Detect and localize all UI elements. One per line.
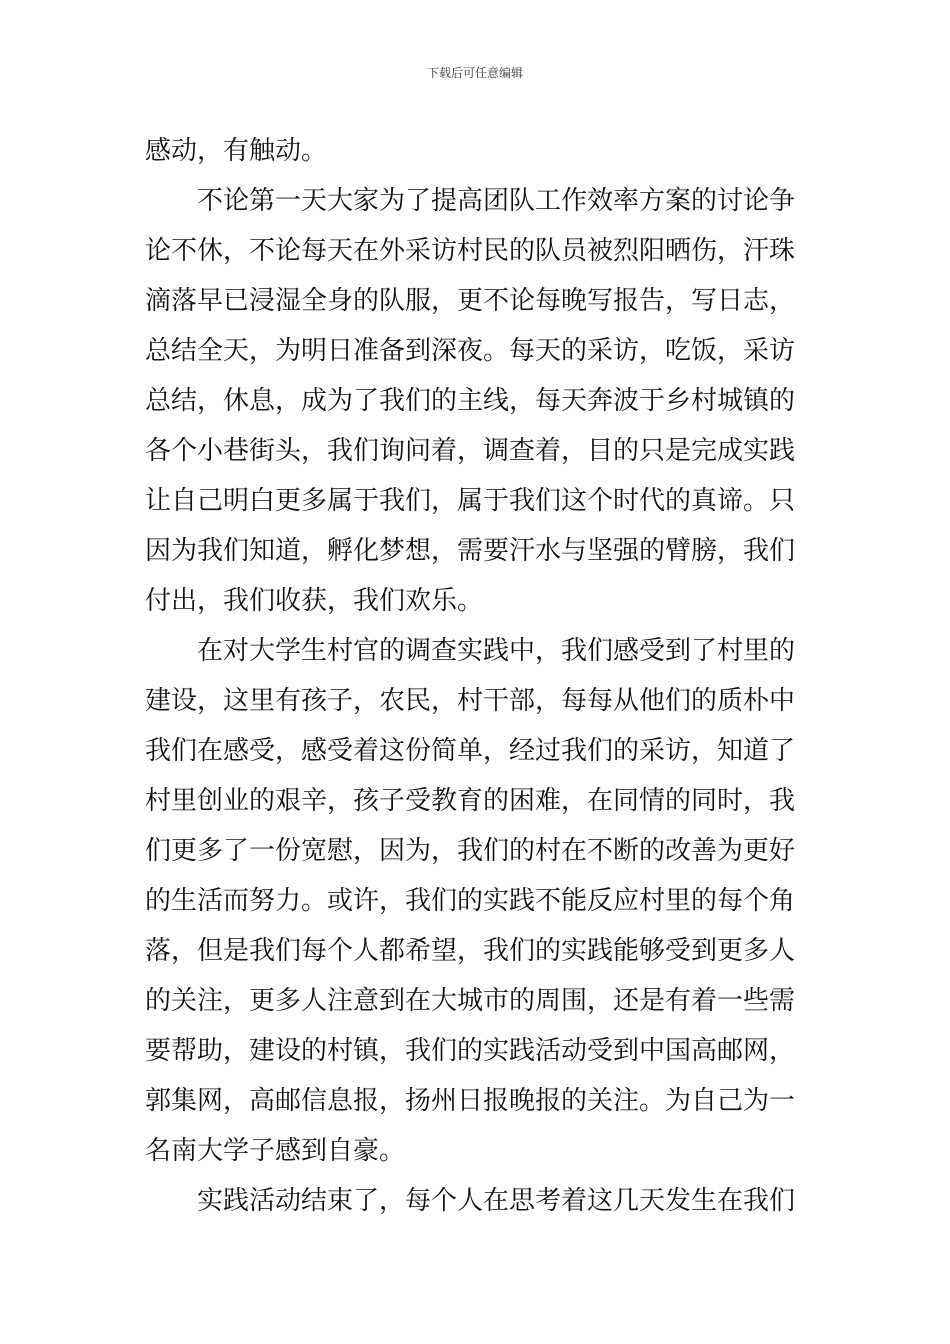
- text-line: 的关注，更多人注意到在大城市的周围，还是有着一些需: [145, 986, 796, 1016]
- text-line: 滴落早已浸湿全身的队服，更不论每晚写报告，写日志，: [145, 286, 796, 316]
- text-line: 各个小巷街头，我们询问着，调查着，目的只是完成实践: [145, 436, 796, 466]
- text-line: 们更多了一份宽慰，因为，我们的村在不断的改善为更好: [145, 836, 796, 866]
- page-header-note: 下载后可任意编辑: [426, 66, 523, 80]
- text-line: 的生活而努力。或许，我们的实践不能反应村里的每个角: [145, 886, 796, 916]
- text-line: 名南大学子感到自豪。: [145, 1136, 406, 1166]
- text-line: 总结全天，为明日准备到深夜。每天的采访，吃饭，采访: [145, 336, 796, 366]
- paragraph-first-line: 实践活动结束了，每个人在思考着这几天发生在我们: [197, 1186, 796, 1216]
- text-line: 村里创业的艰辛，孩子受教育的困难，在同情的同时，我: [145, 786, 796, 816]
- text-line: 我们在感受，感受着这份简单，经过我们的采访，知道了: [145, 736, 796, 766]
- text-line: 要帮助，建设的村镇，我们的实践活动受到中国高邮网，: [145, 1036, 796, 1066]
- text-line: 付出，我们收获，我们欢乐。: [145, 586, 484, 616]
- text-line: 论不休，不论每天在外采访村民的队员被烈阳晒伤，汗珠: [145, 236, 796, 266]
- text-line: 让自己明白更多属于我们，属于我们这个时代的真谛。只: [145, 486, 796, 516]
- text-line: 因为我们知道，孵化梦想，需要汗水与坚强的臂膀，我们: [145, 536, 796, 566]
- document-body: [145, 126, 805, 1226]
- text-line: 感动，有触动。: [145, 136, 328, 166]
- text-line: 落，但是我们每个人都希望，我们的实践能够受到更多人: [145, 936, 796, 966]
- text-line: 郭集网，高邮信息报，扬州日报晚报的关注。为自己为一: [145, 1086, 796, 1116]
- paragraph-first-line: 不论第一天大家为了提高团队工作效率方案的讨论争: [197, 186, 796, 216]
- paragraph-first-line: 在对大学生村官的调查实践中，我们感受到了村里的: [197, 636, 796, 666]
- text-line: 建设，这里有孩子，农民，村干部，每每从他们的质朴中: [145, 686, 796, 716]
- text-line: 总结，休息，成为了我们的主线，每天奔波于乡村城镇的: [145, 386, 796, 416]
